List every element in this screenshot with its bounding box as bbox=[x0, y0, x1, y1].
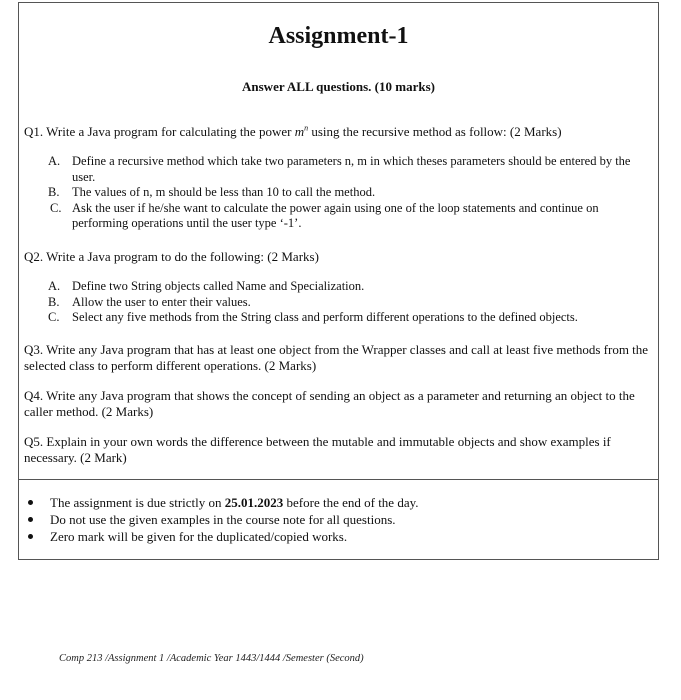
page-footer: Comp 213 /Assignment 1 /Academic Year 1443/1444 /Semester (Second) bbox=[59, 653, 364, 664]
question-5 bbox=[24, 434, 650, 466]
list-marker: C. bbox=[50, 200, 62, 215]
note-1-prefix: The assignment is due strictly on bbox=[50, 495, 225, 510]
list-marker: C. bbox=[48, 310, 60, 324]
list-item-text: Ask the user if he/she want to calculate the power again using one of the loop statements and continue on performing operations until the user type ‘-1’. bbox=[72, 200, 599, 230]
power-exponent: n bbox=[304, 123, 309, 133]
list-item-text: The values of n, m should be less than 10 to call the method. bbox=[72, 185, 376, 199]
power-base: m bbox=[294, 124, 305, 139]
question-3 bbox=[24, 342, 650, 374]
question-2-list bbox=[24, 279, 650, 326]
note-item bbox=[24, 494, 673, 511]
question-1-suffix: using the recursive method as follow: (2 Marks) bbox=[308, 124, 562, 139]
list-item bbox=[24, 154, 650, 185]
note-item bbox=[24, 511, 673, 528]
list-marker: B. bbox=[48, 185, 60, 199]
assignment-subtitle: Answer ALL questions. (10 marks) bbox=[242, 79, 435, 94]
bullet-icon bbox=[28, 500, 33, 505]
list-item bbox=[24, 295, 650, 311]
assignment-title: Assignment-1 bbox=[268, 23, 409, 49]
notes-list bbox=[24, 494, 673, 545]
bullet-icon bbox=[28, 517, 33, 522]
question-1 bbox=[24, 124, 650, 232]
assignment-frame bbox=[18, 2, 659, 560]
list-marker: A. bbox=[48, 154, 61, 168]
question-2-text: Q2. Write a Java program to do the following: (2 Marks) bbox=[24, 249, 319, 264]
list-marker: B. bbox=[48, 294, 60, 309]
list-item bbox=[24, 279, 650, 295]
question-1-list bbox=[24, 154, 650, 232]
list-item bbox=[24, 310, 650, 326]
list-item-text: Define a recursive method which take two parameters n, m in which theses parameters should be entered by the user. bbox=[72, 154, 631, 184]
section-divider bbox=[19, 479, 658, 480]
list-item bbox=[24, 185, 650, 201]
bullet-icon bbox=[28, 534, 33, 539]
question-1-text bbox=[24, 124, 650, 140]
note-1-suffix: before the end of the day. bbox=[283, 495, 419, 510]
question-3-text: Q3. Write any Java program that has at least one object from the Wrapper classes and call at least five methods from the selected class to perform different operations. (2 Marks) bbox=[24, 342, 649, 373]
list-item-text: Define two String objects called Name and Specialization. bbox=[72, 279, 365, 293]
question-2 bbox=[24, 249, 650, 326]
note-3-text: Zero mark will be given for the duplicated/copied works. bbox=[50, 529, 348, 544]
due-date: 25.01.2023 bbox=[224, 495, 284, 510]
question-5-text: Q5. Explain in your own words the difference between the mutable and immutable objects and show examples if necessary. (2 Mark) bbox=[24, 434, 611, 465]
question-1-prefix: Q1. Write a Java program for calculating the power bbox=[24, 124, 295, 139]
note-item bbox=[24, 528, 673, 545]
note-2-text: Do not use the given examples in the course note for all questions. bbox=[50, 512, 396, 527]
list-item bbox=[24, 201, 650, 232]
list-marker: A. bbox=[48, 279, 61, 293]
list-item-text: Allow the user to enter their values. bbox=[72, 294, 251, 309]
question-4 bbox=[24, 388, 650, 420]
question-4-text: Q4. Write any Java program that shows the concept of sending an object as a parameter and returning an object to the caller method. (2 Marks) bbox=[24, 388, 635, 419]
list-item-text: Select any five methods from the String class and perform different operations to the defined objects. bbox=[72, 310, 578, 324]
